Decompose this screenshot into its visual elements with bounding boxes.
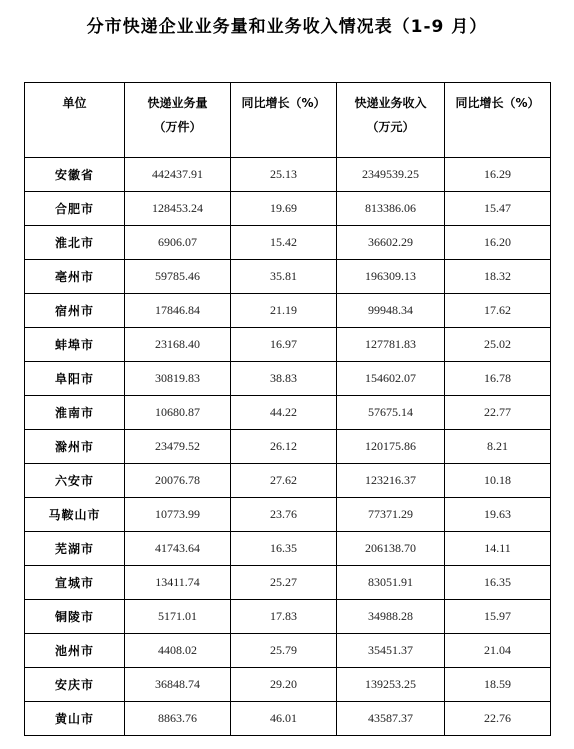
table-row <box>25 158 551 192</box>
cell-volume-growth: 17.83 <box>231 600 337 634</box>
cell-unit: 阜阳市 <box>25 362 125 396</box>
cell-revenue: 154602.07 <box>337 362 445 396</box>
cell-revenue: 83051.91 <box>337 566 445 600</box>
table-row <box>25 260 551 294</box>
cell-volume-growth: 23.76 <box>231 498 337 532</box>
header-unit: 单位 <box>25 83 125 158</box>
table-header-row <box>25 83 551 158</box>
cell-revenue: 2349539.25 <box>337 158 445 192</box>
cell-volume-growth: 16.97 <box>231 328 337 362</box>
cell-unit: 黄山市 <box>25 702 125 736</box>
cell-revenue: 99948.34 <box>337 294 445 328</box>
cell-volume: 17846.84 <box>125 294 231 328</box>
cell-revenue-growth: 10.18 <box>445 464 551 498</box>
cell-unit: 合肥市 <box>25 192 125 226</box>
cell-unit: 宿州市 <box>25 294 125 328</box>
cell-unit: 池州市 <box>25 634 125 668</box>
cell-volume-growth: 16.35 <box>231 532 337 566</box>
cell-volume: 36848.74 <box>125 668 231 702</box>
cell-unit: 安庆市 <box>25 668 125 702</box>
cell-volume-growth: 27.62 <box>231 464 337 498</box>
cell-volume: 23168.40 <box>125 328 231 362</box>
cell-volume-growth: 35.81 <box>231 260 337 294</box>
header-volume-growth: 同比增长（%） <box>231 83 337 158</box>
cell-volume-growth: 38.83 <box>231 362 337 396</box>
cell-unit: 芜湖市 <box>25 532 125 566</box>
cell-volume: 20076.78 <box>125 464 231 498</box>
table-row <box>25 396 551 430</box>
cell-revenue-growth: 16.29 <box>445 158 551 192</box>
cell-revenue-growth: 18.59 <box>445 668 551 702</box>
cell-revenue-growth: 17.62 <box>445 294 551 328</box>
cell-unit: 淮北市 <box>25 226 125 260</box>
cell-volume: 8863.76 <box>125 702 231 736</box>
cell-revenue: 139253.25 <box>337 668 445 702</box>
cell-revenue-growth: 16.78 <box>445 362 551 396</box>
table-row <box>25 498 551 532</box>
cell-volume: 442437.91 <box>125 158 231 192</box>
cell-revenue: 813386.06 <box>337 192 445 226</box>
cell-volume: 23479.52 <box>125 430 231 464</box>
cell-revenue: 127781.83 <box>337 328 445 362</box>
cell-unit: 宣城市 <box>25 566 125 600</box>
cell-revenue-growth: 16.35 <box>445 566 551 600</box>
cell-volume-growth: 19.69 <box>231 192 337 226</box>
cell-revenue: 77371.29 <box>337 498 445 532</box>
table-row <box>25 464 551 498</box>
cell-volume: 6906.07 <box>125 226 231 260</box>
cell-volume: 10773.99 <box>125 498 231 532</box>
cell-revenue-growth: 21.04 <box>445 634 551 668</box>
cell-revenue-growth: 19.63 <box>445 498 551 532</box>
cell-revenue-growth: 8.21 <box>445 430 551 464</box>
table-row <box>25 328 551 362</box>
cell-revenue: 196309.13 <box>337 260 445 294</box>
table-row <box>25 226 551 260</box>
table-row <box>25 566 551 600</box>
cell-unit: 马鞍山市 <box>25 498 125 532</box>
header-volume-unit: （万件） <box>153 120 202 134</box>
cell-unit: 淮南市 <box>25 396 125 430</box>
table-row <box>25 294 551 328</box>
cell-unit: 滁州市 <box>25 430 125 464</box>
cell-volume: 4408.02 <box>125 634 231 668</box>
cell-revenue-growth: 15.47 <box>445 192 551 226</box>
cell-revenue-growth: 15.97 <box>445 600 551 634</box>
cell-revenue: 206138.70 <box>337 532 445 566</box>
cell-volume-growth: 46.01 <box>231 702 337 736</box>
header-revenue-growth: 同比增长（%） <box>445 83 551 158</box>
cell-revenue-growth: 18.32 <box>445 260 551 294</box>
cell-revenue: 36602.29 <box>337 226 445 260</box>
cell-volume-growth: 25.79 <box>231 634 337 668</box>
cell-revenue: 43587.37 <box>337 702 445 736</box>
express-business-table <box>24 82 551 736</box>
cell-revenue-growth: 25.02 <box>445 328 551 362</box>
header-revenue-unit: （万元） <box>366 120 415 134</box>
cell-revenue-growth: 22.76 <box>445 702 551 736</box>
document-title: 分市快递企业业务量和业务收入情况表（1-9 月） <box>86 17 488 37</box>
cell-revenue: 57675.14 <box>337 396 445 430</box>
table-row <box>25 668 551 702</box>
cell-volume-growth: 21.19 <box>231 294 337 328</box>
cell-revenue: 120175.86 <box>337 430 445 464</box>
cell-revenue-growth: 22.77 <box>445 396 551 430</box>
table-body <box>25 158 551 736</box>
cell-volume-growth: 25.13 <box>231 158 337 192</box>
cell-unit: 安徽省 <box>25 158 125 192</box>
cell-revenue: 35451.37 <box>337 634 445 668</box>
table-row <box>25 430 551 464</box>
cell-volume: 128453.24 <box>125 192 231 226</box>
header-revenue <box>337 83 445 158</box>
cell-volume-growth: 29.20 <box>231 668 337 702</box>
cell-revenue-growth: 16.20 <box>445 226 551 260</box>
cell-revenue: 123216.37 <box>337 464 445 498</box>
cell-unit: 亳州市 <box>25 260 125 294</box>
cell-volume: 59785.46 <box>125 260 231 294</box>
cell-revenue-growth: 14.11 <box>445 532 551 566</box>
cell-unit: 蚌埠市 <box>25 328 125 362</box>
table-row <box>25 532 551 566</box>
header-volume <box>125 83 231 158</box>
cell-volume-growth: 44.22 <box>231 396 337 430</box>
cell-volume-growth: 15.42 <box>231 226 337 260</box>
table-row <box>25 192 551 226</box>
cell-volume: 30819.83 <box>125 362 231 396</box>
cell-unit: 铜陵市 <box>25 600 125 634</box>
cell-unit: 六安市 <box>25 464 125 498</box>
cell-volume: 10680.87 <box>125 396 231 430</box>
cell-revenue: 34988.28 <box>337 600 445 634</box>
cell-volume: 13411.74 <box>125 566 231 600</box>
table-row <box>25 634 551 668</box>
cell-volume: 5171.01 <box>125 600 231 634</box>
table-row <box>25 362 551 396</box>
header-volume-label: 快递业务量 <box>147 96 208 110</box>
cell-volume-growth: 26.12 <box>231 430 337 464</box>
header-revenue-label: 快递业务收入 <box>354 96 427 110</box>
cell-volume-growth: 25.27 <box>231 566 337 600</box>
table-row <box>25 600 551 634</box>
table-row <box>25 702 551 736</box>
cell-volume: 41743.64 <box>125 532 231 566</box>
